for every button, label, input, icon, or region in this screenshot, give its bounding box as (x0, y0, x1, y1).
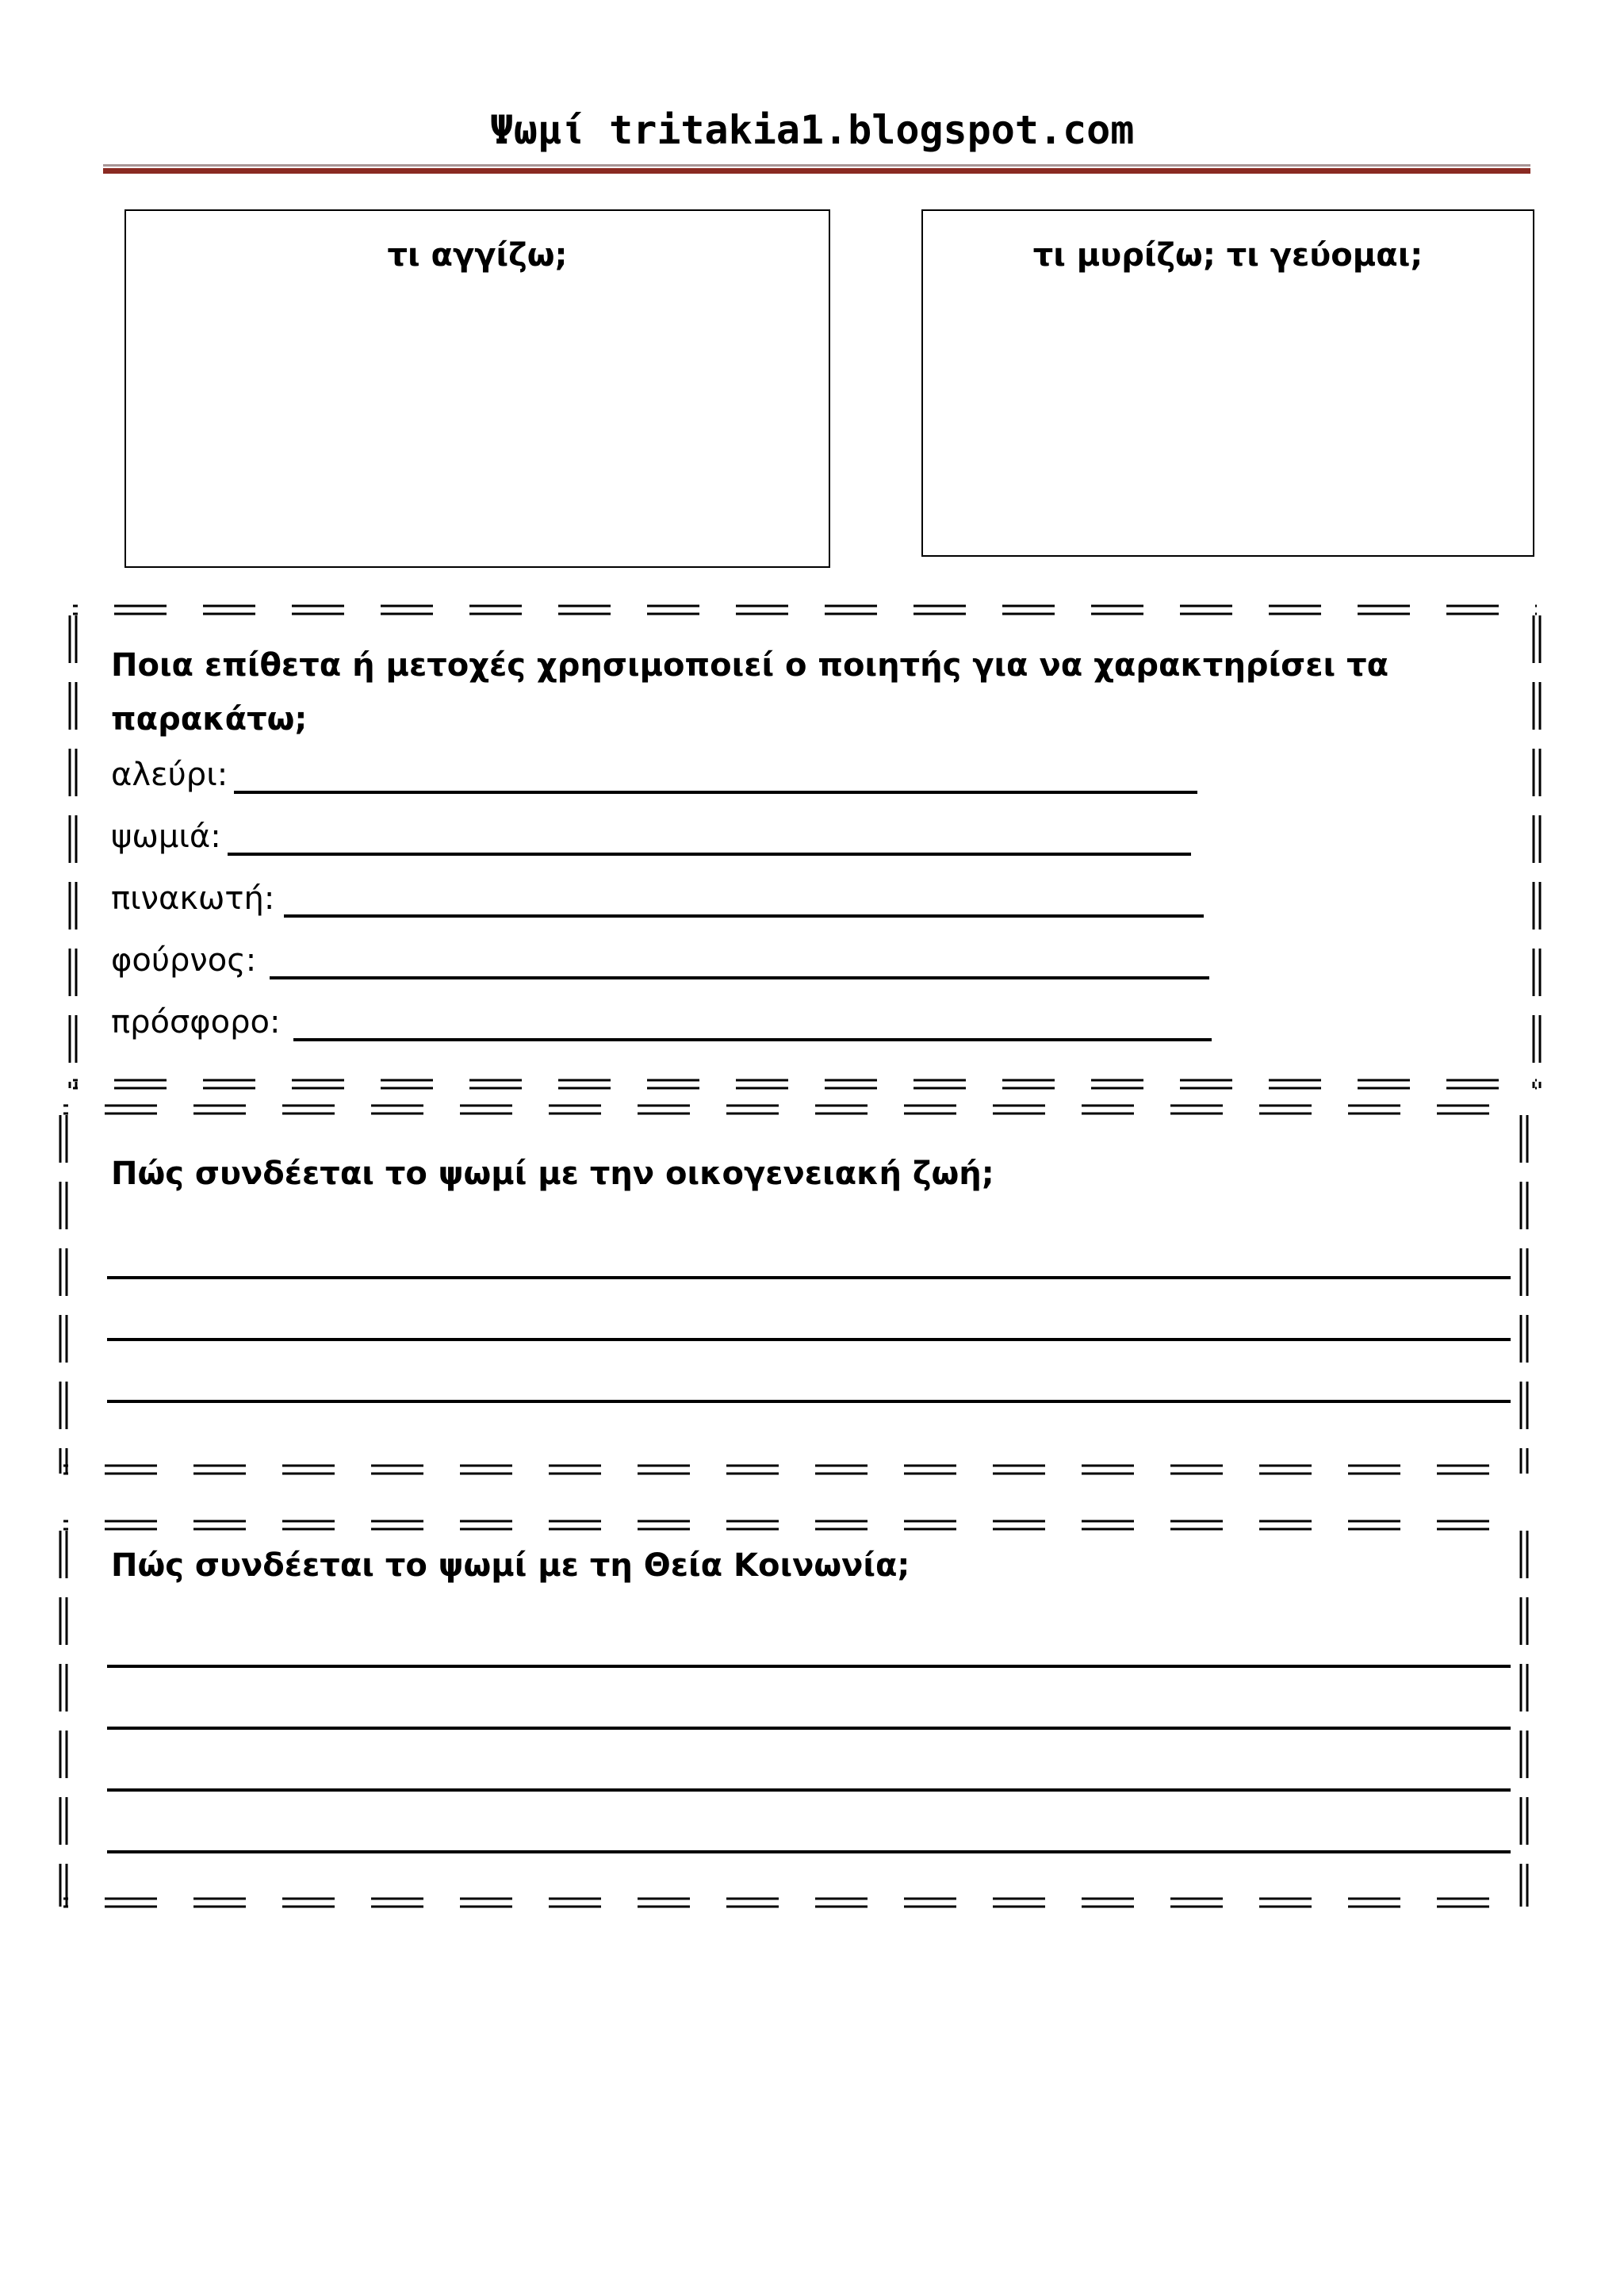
answer-line-pinakoti[interactable] (284, 914, 1204, 918)
answer-line-psomia[interactable] (228, 853, 1191, 856)
row-label-pinakoti: πινακωτή: (111, 880, 275, 917)
smell-taste-box-title: τι μυρίζω; τι γεύομαι; (1032, 237, 1423, 274)
row-label-prosforo: πρόσφορο: (111, 1004, 281, 1041)
answer-line-aleuri[interactable] (234, 791, 1197, 794)
row-label-fournos: φούρνος: (111, 942, 257, 979)
answer-line-fournos[interactable] (270, 976, 1209, 979)
adjectives-question-line1: Ποια επίθετα ή μετοχές χρησιμοποιεί ο ποιητής για να χαρακτηρίσει τα (111, 647, 1389, 684)
communion-question: Πώς συνδέεται το ψωμί με τη Θεία Κοινωνία; (111, 1547, 910, 1584)
touch-box-title: τι αγγίζω; (387, 237, 568, 274)
family-question: Πώς συνδέεται το ψωμί με την οικογενειακή ζωή; (111, 1156, 994, 1192)
family-answer-line-1[interactable] (107, 1276, 1511, 1279)
communion-answer-line-4[interactable] (107, 1850, 1511, 1853)
adjectives-question-line2: παρακάτω; (111, 701, 308, 738)
family-answer-line-3[interactable] (107, 1400, 1511, 1403)
page-title: Ψωμί tritakia1.blogspot.com (489, 107, 1135, 153)
answer-line-prosforo[interactable] (293, 1038, 1212, 1041)
communion-answer-line-1[interactable] (107, 1665, 1511, 1668)
family-answer-line-2[interactable] (107, 1338, 1511, 1341)
row-label-psomia: ψωμιά: (111, 818, 221, 855)
row-label-aleuri: αλεύρι: (111, 757, 228, 793)
communion-answer-line-3[interactable] (107, 1788, 1511, 1792)
communion-answer-line-2[interactable] (107, 1727, 1511, 1730)
